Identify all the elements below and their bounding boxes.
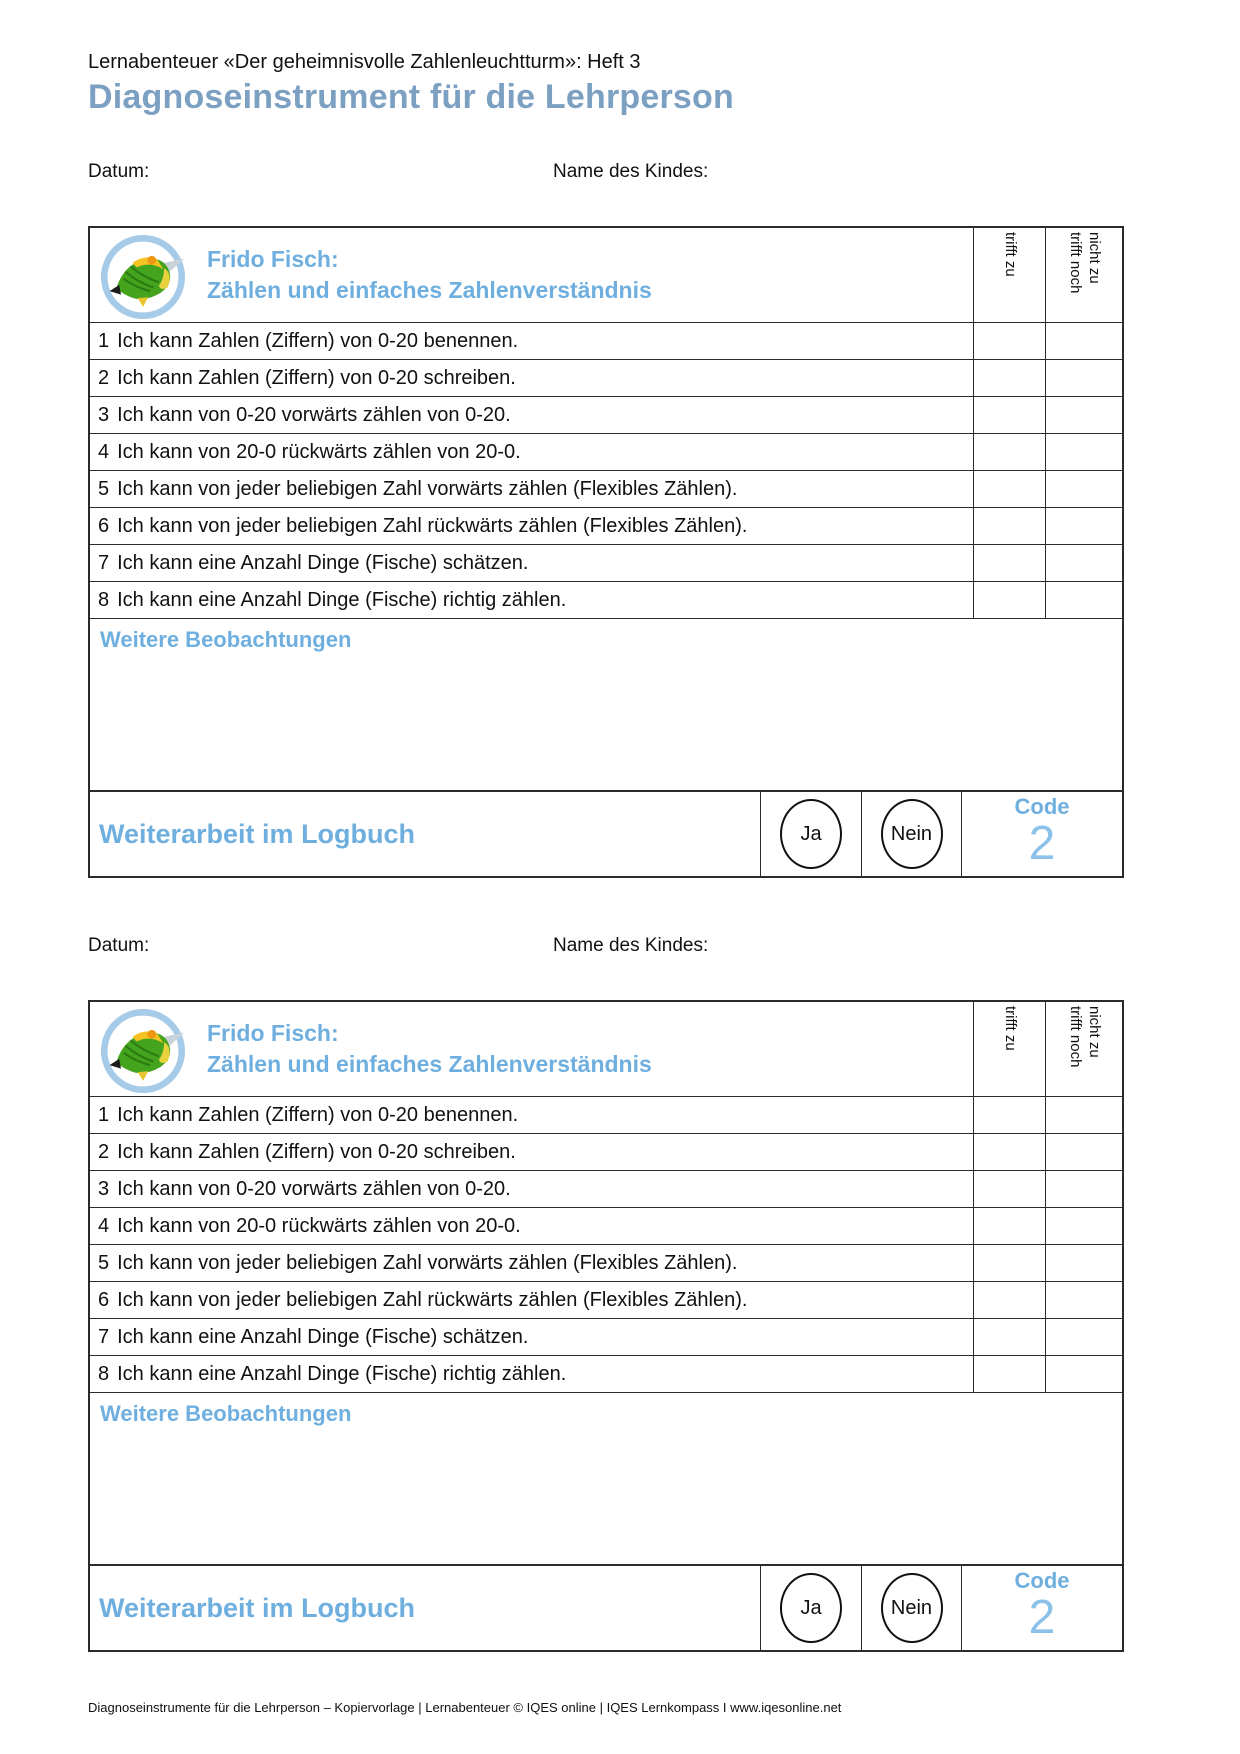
trifft-zu-checkbox[interactable] [973,1356,1045,1392]
trifft-noch-nicht-zu-checkbox[interactable] [1045,508,1122,544]
statement-text: 3 Ich kann von 0-20 vorwärts zählen von 0-20. [98,1177,511,1200]
child-name-label: Name des Kindes: [553,935,709,957]
child-name-label: Name des Kindes: [553,161,709,183]
yes-circle-button[interactable]: Ja [780,799,842,869]
table-row [90,544,1122,581]
trifft-zu-checkbox[interactable] [973,582,1045,618]
no-circle-button[interactable]: Nein [881,799,943,869]
table-row [90,507,1122,544]
statement-text: 7 Ich kann eine Anzahl Dinge (Fische) schätzen. [98,1325,529,1348]
date-label: Datum: [88,935,150,957]
trifft-zu-checkbox[interactable] [973,545,1045,581]
trifft-noch-nicht-zu-checkbox[interactable] [1045,545,1122,581]
column-header-trifft-noch-nicht-zu: trifft noch nicht zu [1045,228,1122,322]
table-row [90,359,1122,396]
frido-fisch-icon [99,233,187,321]
column-header-trifft-zu: trifft zu [973,228,1045,322]
code-value: 2 [1028,817,1056,871]
trifft-zu-checkbox[interactable] [973,397,1045,433]
no-cell [861,792,961,876]
trifft-zu-checkbox[interactable] [973,434,1045,470]
diagnosis-table [88,226,1124,878]
trifft-zu-checkbox[interactable] [973,1319,1045,1355]
observations-area[interactable] [90,618,1122,790]
statement-text: 2 Ich kann Zahlen (Ziffern) von 0-20 schreiben. [98,1140,516,1163]
observations-label: Weitere Beobachtungen [100,1401,352,1427]
table-row [90,1096,1122,1133]
trifft-zu-checkbox[interactable] [973,1097,1045,1133]
table-row [90,470,1122,507]
table-header-text [207,1018,652,1080]
statement-text: 8 Ich kann eine Anzahl Dinge (Fische) richtig zählen. [98,1362,567,1385]
trifft-zu-checkbox[interactable] [973,360,1045,396]
table-row [90,1244,1122,1281]
code-cell [961,792,1122,876]
labels-row [88,161,1124,184]
trifft-noch-nicht-zu-checkbox[interactable] [1045,582,1122,618]
competence-topic: Zählen und einfaches Zahlenverständnis [207,1051,652,1078]
labels-row [88,935,1124,958]
character-name: Frido Fisch: [207,246,339,273]
table-row [90,1170,1122,1207]
statement-text: 3 Ich kann von 0-20 vorwärts zählen von 0-20. [98,403,511,426]
trifft-zu-checkbox[interactable] [973,1245,1045,1281]
statement-text: 4 Ich kann von 20-0 rückwärts zählen von 20-0. [98,1214,521,1237]
table-row [90,1318,1122,1355]
trifft-zu-checkbox[interactable] [973,508,1045,544]
table-row [90,433,1122,470]
statement-text: 1 Ich kann Zahlen (Ziffern) von 0-20 benennen. [98,1103,519,1126]
statement-text: 6 Ich kann von jeder beliebigen Zahl rückwärts zählen (Flexibles Zählen). [98,1288,748,1311]
statement-text: 5 Ich kann von jeder beliebigen Zahl vorwärts zählen (Flexibles Zählen). [98,1251,738,1274]
table-header-row [90,1002,1122,1096]
trifft-noch-nicht-zu-checkbox[interactable] [1045,1097,1122,1133]
trifft-noch-nicht-zu-checkbox[interactable] [1045,360,1122,396]
yes-cell [760,1566,861,1650]
code-label: Code [1014,794,1070,820]
diagnosis-form-section-2 [88,935,1124,1652]
table-row [90,1355,1122,1392]
no-cell [861,1566,961,1650]
trifft-noch-nicht-zu-checkbox[interactable] [1045,1356,1122,1392]
trifft-noch-nicht-zu-checkbox[interactable] [1045,397,1122,433]
statement-text: 7 Ich kann eine Anzahl Dinge (Fische) schätzen. [98,551,529,574]
statement-text: 1 Ich kann Zahlen (Ziffern) von 0-20 benennen. [98,329,519,352]
statement-text: 8 Ich kann eine Anzahl Dinge (Fische) richtig zählen. [98,588,567,611]
trifft-zu-checkbox[interactable] [973,1282,1045,1318]
logbook-row [90,1564,1122,1650]
trifft-noch-nicht-zu-checkbox[interactable] [1045,471,1122,507]
observations-label: Weitere Beobachtungen [100,627,352,653]
trifft-zu-checkbox[interactable] [973,1208,1045,1244]
logbook-label: Weiterarbeit im Logbuch [99,1592,416,1623]
code-cell [961,1566,1122,1650]
no-circle-button[interactable]: Nein [881,1573,943,1643]
table-header-main-cell [90,1002,973,1096]
date-label: Datum: [88,161,150,183]
trifft-noch-nicht-zu-checkbox[interactable] [1045,1319,1122,1355]
frido-fisch-icon [99,1007,187,1095]
statement-text: 4 Ich kann von 20-0 rückwärts zählen von 20-0. [98,440,521,463]
trifft-noch-nicht-zu-checkbox[interactable] [1045,1171,1122,1207]
page-footer: Diagnoseinstrumente für die Lehrperson – Kopiervorlage | Lernabenteuer © IQES online | IQES Lernkompass I www.iqesonline.net [88,1700,842,1715]
table-row [90,581,1122,618]
trifft-zu-checkbox[interactable] [973,471,1045,507]
table-row [90,322,1122,359]
logbook-row [90,790,1122,876]
table-header-text [207,244,652,306]
code-value: 2 [1028,1591,1056,1645]
logbook-label: Weiterarbeit im Logbuch [99,818,416,849]
table-header-row [90,228,1122,322]
yes-cell [760,792,861,876]
yes-circle-button[interactable]: Ja [780,1573,842,1643]
character-name: Frido Fisch: [207,1020,339,1047]
statement-text: 6 Ich kann von jeder beliebigen Zahl rückwärts zählen (Flexibles Zählen). [98,514,748,537]
trifft-zu-checkbox[interactable] [973,1171,1045,1207]
table-row [90,1281,1122,1318]
competence-topic: Zählen und einfaches Zahlenverständnis [207,277,652,304]
trifft-noch-nicht-zu-checkbox[interactable] [1045,1282,1122,1318]
observations-area[interactable] [90,1392,1122,1564]
trifft-noch-nicht-zu-checkbox[interactable] [1045,434,1122,470]
trifft-noch-nicht-zu-checkbox[interactable] [1045,1134,1122,1170]
table-header-main-cell [90,228,973,322]
table-row [90,1207,1122,1244]
page-title: Diagnoseinstrument für die Lehrperson [88,78,734,116]
statement-text: 5 Ich kann von jeder beliebigen Zahl vorwärts zählen (Flexibles Zählen). [98,477,738,500]
statement-text: 2 Ich kann Zahlen (Ziffern) von 0-20 schreiben. [98,366,516,389]
trifft-noch-nicht-zu-checkbox[interactable] [1045,1245,1122,1281]
trifft-zu-checkbox[interactable] [973,323,1045,359]
diagnosis-form-section-1 [88,161,1124,878]
trifft-zu-checkbox[interactable] [973,1134,1045,1170]
column-header-trifft-zu: trifft zu [973,1002,1045,1096]
trifft-noch-nicht-zu-checkbox[interactable] [1045,323,1122,359]
table-row [90,1133,1122,1170]
code-label: Code [1014,1568,1070,1594]
trifft-noch-nicht-zu-checkbox[interactable] [1045,1208,1122,1244]
series-subtitle: Lernabenteuer «Der geheimnisvolle Zahlenleuchtturm»: Heft 3 [88,51,641,73]
column-header-trifft-noch-nicht-zu: trifft noch nicht zu [1045,1002,1122,1096]
table-row [90,396,1122,433]
diagnosis-table [88,1000,1124,1652]
